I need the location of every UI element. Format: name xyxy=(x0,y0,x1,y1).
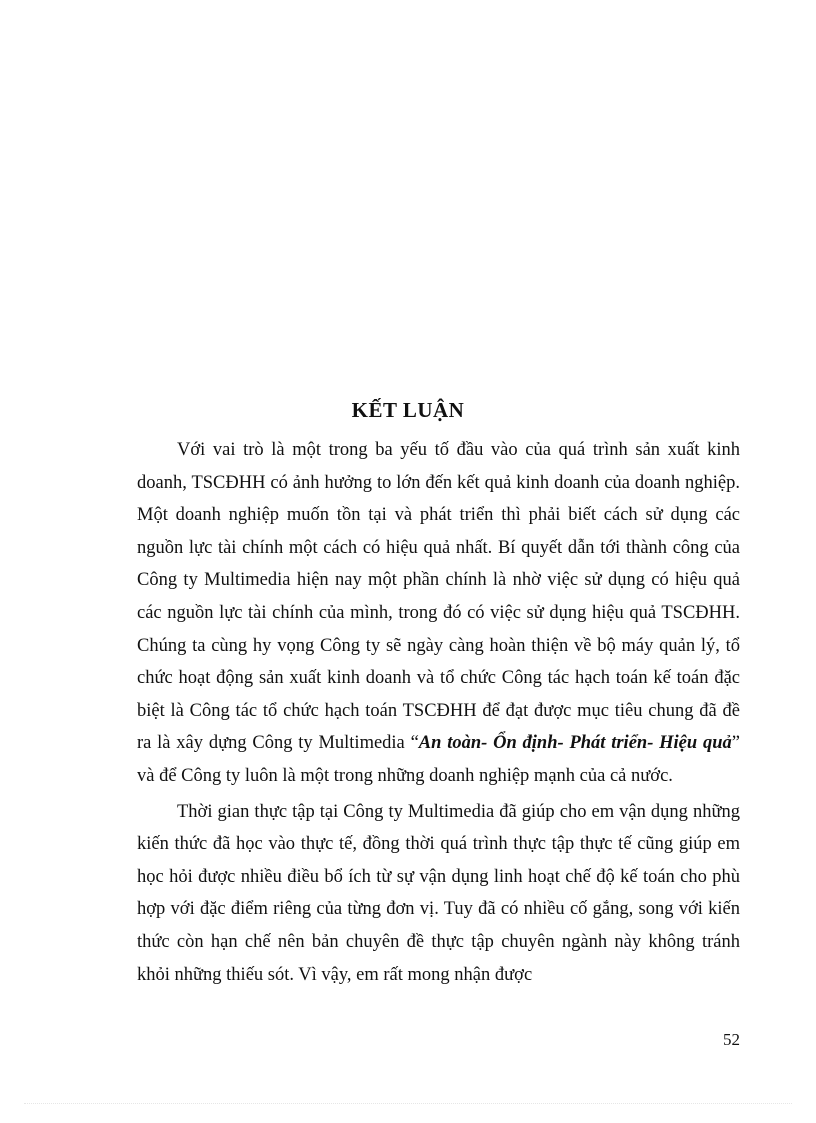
company-slogan: An toàn- Ổn định- Phát triển- Hiệu quả xyxy=(418,733,732,754)
footer-divider xyxy=(24,1103,792,1104)
paragraph-1 xyxy=(137,434,740,793)
paragraph-1-text: Với vai trò là một trong ba yếu tố đầu vào của quá trình sản xuất kinh doanh, TSCĐHH có ảnh hưởng to lớn đến kết quả kinh doanh của doanh nghiệp. Một doanh nghiệp muốn tồn tại và phát triển thì phải biết cách sử dụng các nguồn lực tài chính một cách có hiệu quả nhất. Bí quyết dẫn tới thành công của Công ty Multimedia hiện nay một phần chính là nhờ việc sử dụng có hiệu quả các nguồn lực tài chính của mình, trong đó có việc sử dụng hiệu quả TSCĐHH. Chúng ta cùng hy vọng Công ty sẽ ngày càng hoàn thiện về bộ máy quản lý, tổ chức hoạt động sản xuất kinh doanh và tổ chức Công tác hạch toán kế toán đặc biệt là Công tác tổ chức hạch toán TSCĐHH để đạt được mục tiêu chung đã đề ra là xây dựng Công ty Multimedia “ xyxy=(137,440,740,754)
section-title: KẾT LUẬN xyxy=(351,398,465,422)
page-number: 52 xyxy=(723,1030,740,1049)
paragraph-2: Thời gian thực tập tại Công ty Multimedia đã giúp cho em vận dụng những kiến thức đã học vào thực tế, đồng thời quá trình thực tập thực tế cũng giúp em học hỏi được nhiều điều bổ ích từ sự vận dụng linh hoạt chế độ kế toán cho phù hợp với đặc điểm riêng của từng đơn vị. Tuy đã có nhiều cố gắng, song với kiến thức còn hạn chế nên bản chuyên đề thực tập chuyên ngành này không tránh khỏi những thiếu sót. Vì vậy, em rất mong nhận được xyxy=(137,801,740,985)
body-text xyxy=(137,434,740,994)
paragraph-1-tail: ” và để Công ty luôn là một trong những doanh nghiệp mạnh của cả nước. xyxy=(137,733,740,786)
